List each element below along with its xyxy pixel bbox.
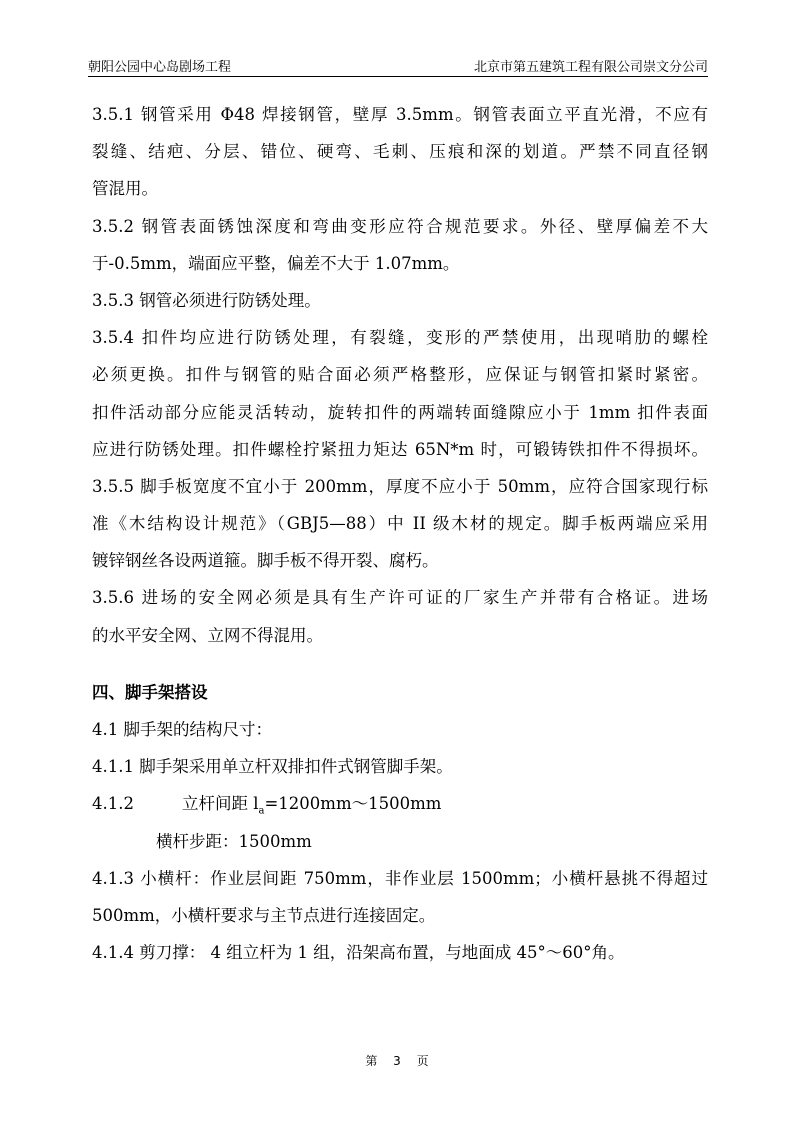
text-line: 于-0.5mm，端面应平整，偏差不大于 1.07mm。 [92, 253, 460, 273]
item-4-1-4: 4.1.4 剪刀撑： 4 组立杆为 1 组，沿架高布置，与地面成 45°～60°角。 [92, 943, 625, 963]
page-number: 3 [393, 1054, 401, 1068]
pole-spacing-value: =1200mm～1500mm [264, 794, 442, 814]
text-line: 3.5.5 脚手板宽度不宜小于 200mm，厚度不应小于 50mm，应符合国家现行标 [92, 476, 708, 496]
text-line: 应进行防锈处理。扣件螺栓拧紧扭力矩达 65N*m 时，可锻铸铁扣件不得损坏。 [92, 439, 708, 459]
pole-spacing-text: 立杆间距 l [181, 794, 259, 814]
paragraph-3-5-6 [92, 579, 708, 653]
text-line: 裂缝、结疤、分层、错位、硬弯、毛刺、压痕和深的划道。严禁不同直径钢 [92, 142, 708, 162]
document-body [92, 96, 708, 971]
text-line: 3.5.2 钢管表面锈蚀深度和弯曲变形应符合规范要求。外径、壁厚偏差不大 [92, 216, 708, 236]
text-line: 镀锌钢丝各设两道箍。脚手板不得开裂、腐朽。 [92, 551, 439, 571]
header-divider [88, 76, 708, 77]
paragraph-3-5-4 [92, 319, 708, 468]
item-step-distance: 横杆步距：1500mm [156, 831, 312, 851]
footer-suffix: 页 [416, 1054, 429, 1068]
item-4-1-2 [92, 785, 708, 822]
item-label: 4.1.2 [92, 794, 134, 814]
item-4-1-1: 4.1.1 脚手架采用单立杆双排扣件式钢管脚手架。 [92, 757, 453, 777]
company-name: 北京市第五建筑工程有限公司崇文分公司 [473, 60, 708, 75]
text-line: 的水平安全网、立网不得混用。 [92, 625, 323, 645]
page-footer [0, 1052, 794, 1069]
text-line: 3.5.4 扣件均应进行防锈处理，有裂缝，变形的严禁使用，出现哨肋的螺栓 [92, 328, 708, 348]
text-line: 3.5.3 钢管必须进行防锈处理。 [92, 290, 321, 310]
subscript-a: a [258, 805, 265, 817]
paragraph-3-5-5 [92, 468, 708, 580]
text-line: 3.5.1 钢管采用 Φ48 焊接钢管，壁厚 3.5mm。钢管表面立平直光滑，不应有 [92, 105, 708, 124]
text-line: 扣件活动部分应能灵活转动，旋转扣件的两端转面缝隙应小于 1mm 扣件表面 [92, 402, 708, 422]
page-header [88, 54, 708, 76]
text-line: 500mm，小横杆要求与主节点进行连接固定。 [92, 905, 436, 925]
subsection-title: 4.1 脚手架的结构尺寸： [92, 720, 272, 739]
footer-prefix: 第 [365, 1054, 378, 1068]
text-line: 准《木结构设计规范》（GBJ5—88）中 II 级木材的规定。脚手板两端应采用 [92, 514, 708, 534]
section-gap [92, 654, 708, 674]
text-line: 3.5.6 进场的安全网必须是具有生产许可证的厂家生产并带有合格证。进场 [92, 588, 708, 608]
paragraph-3-5-3 [92, 282, 708, 319]
project-name: 朝阳公园中心岛剧场工程 [88, 60, 232, 75]
paragraph-3-5-1 [92, 96, 708, 208]
item-4-1-3 [92, 860, 708, 934]
text-line: 4.1.3 小横杆：作业层间距 750mm，非作业层 1500mm；小横杆悬挑不得超过 [92, 868, 708, 888]
text-line: 必须更换。扣件与钢管的贴合面必须严格整形，应保证与钢管扣紧时紧密。 [92, 365, 708, 385]
section-heading: 四、脚手架搭设 [92, 682, 208, 702]
paragraph-3-5-2 [92, 208, 708, 282]
text-line: 管混用。 [92, 179, 158, 199]
